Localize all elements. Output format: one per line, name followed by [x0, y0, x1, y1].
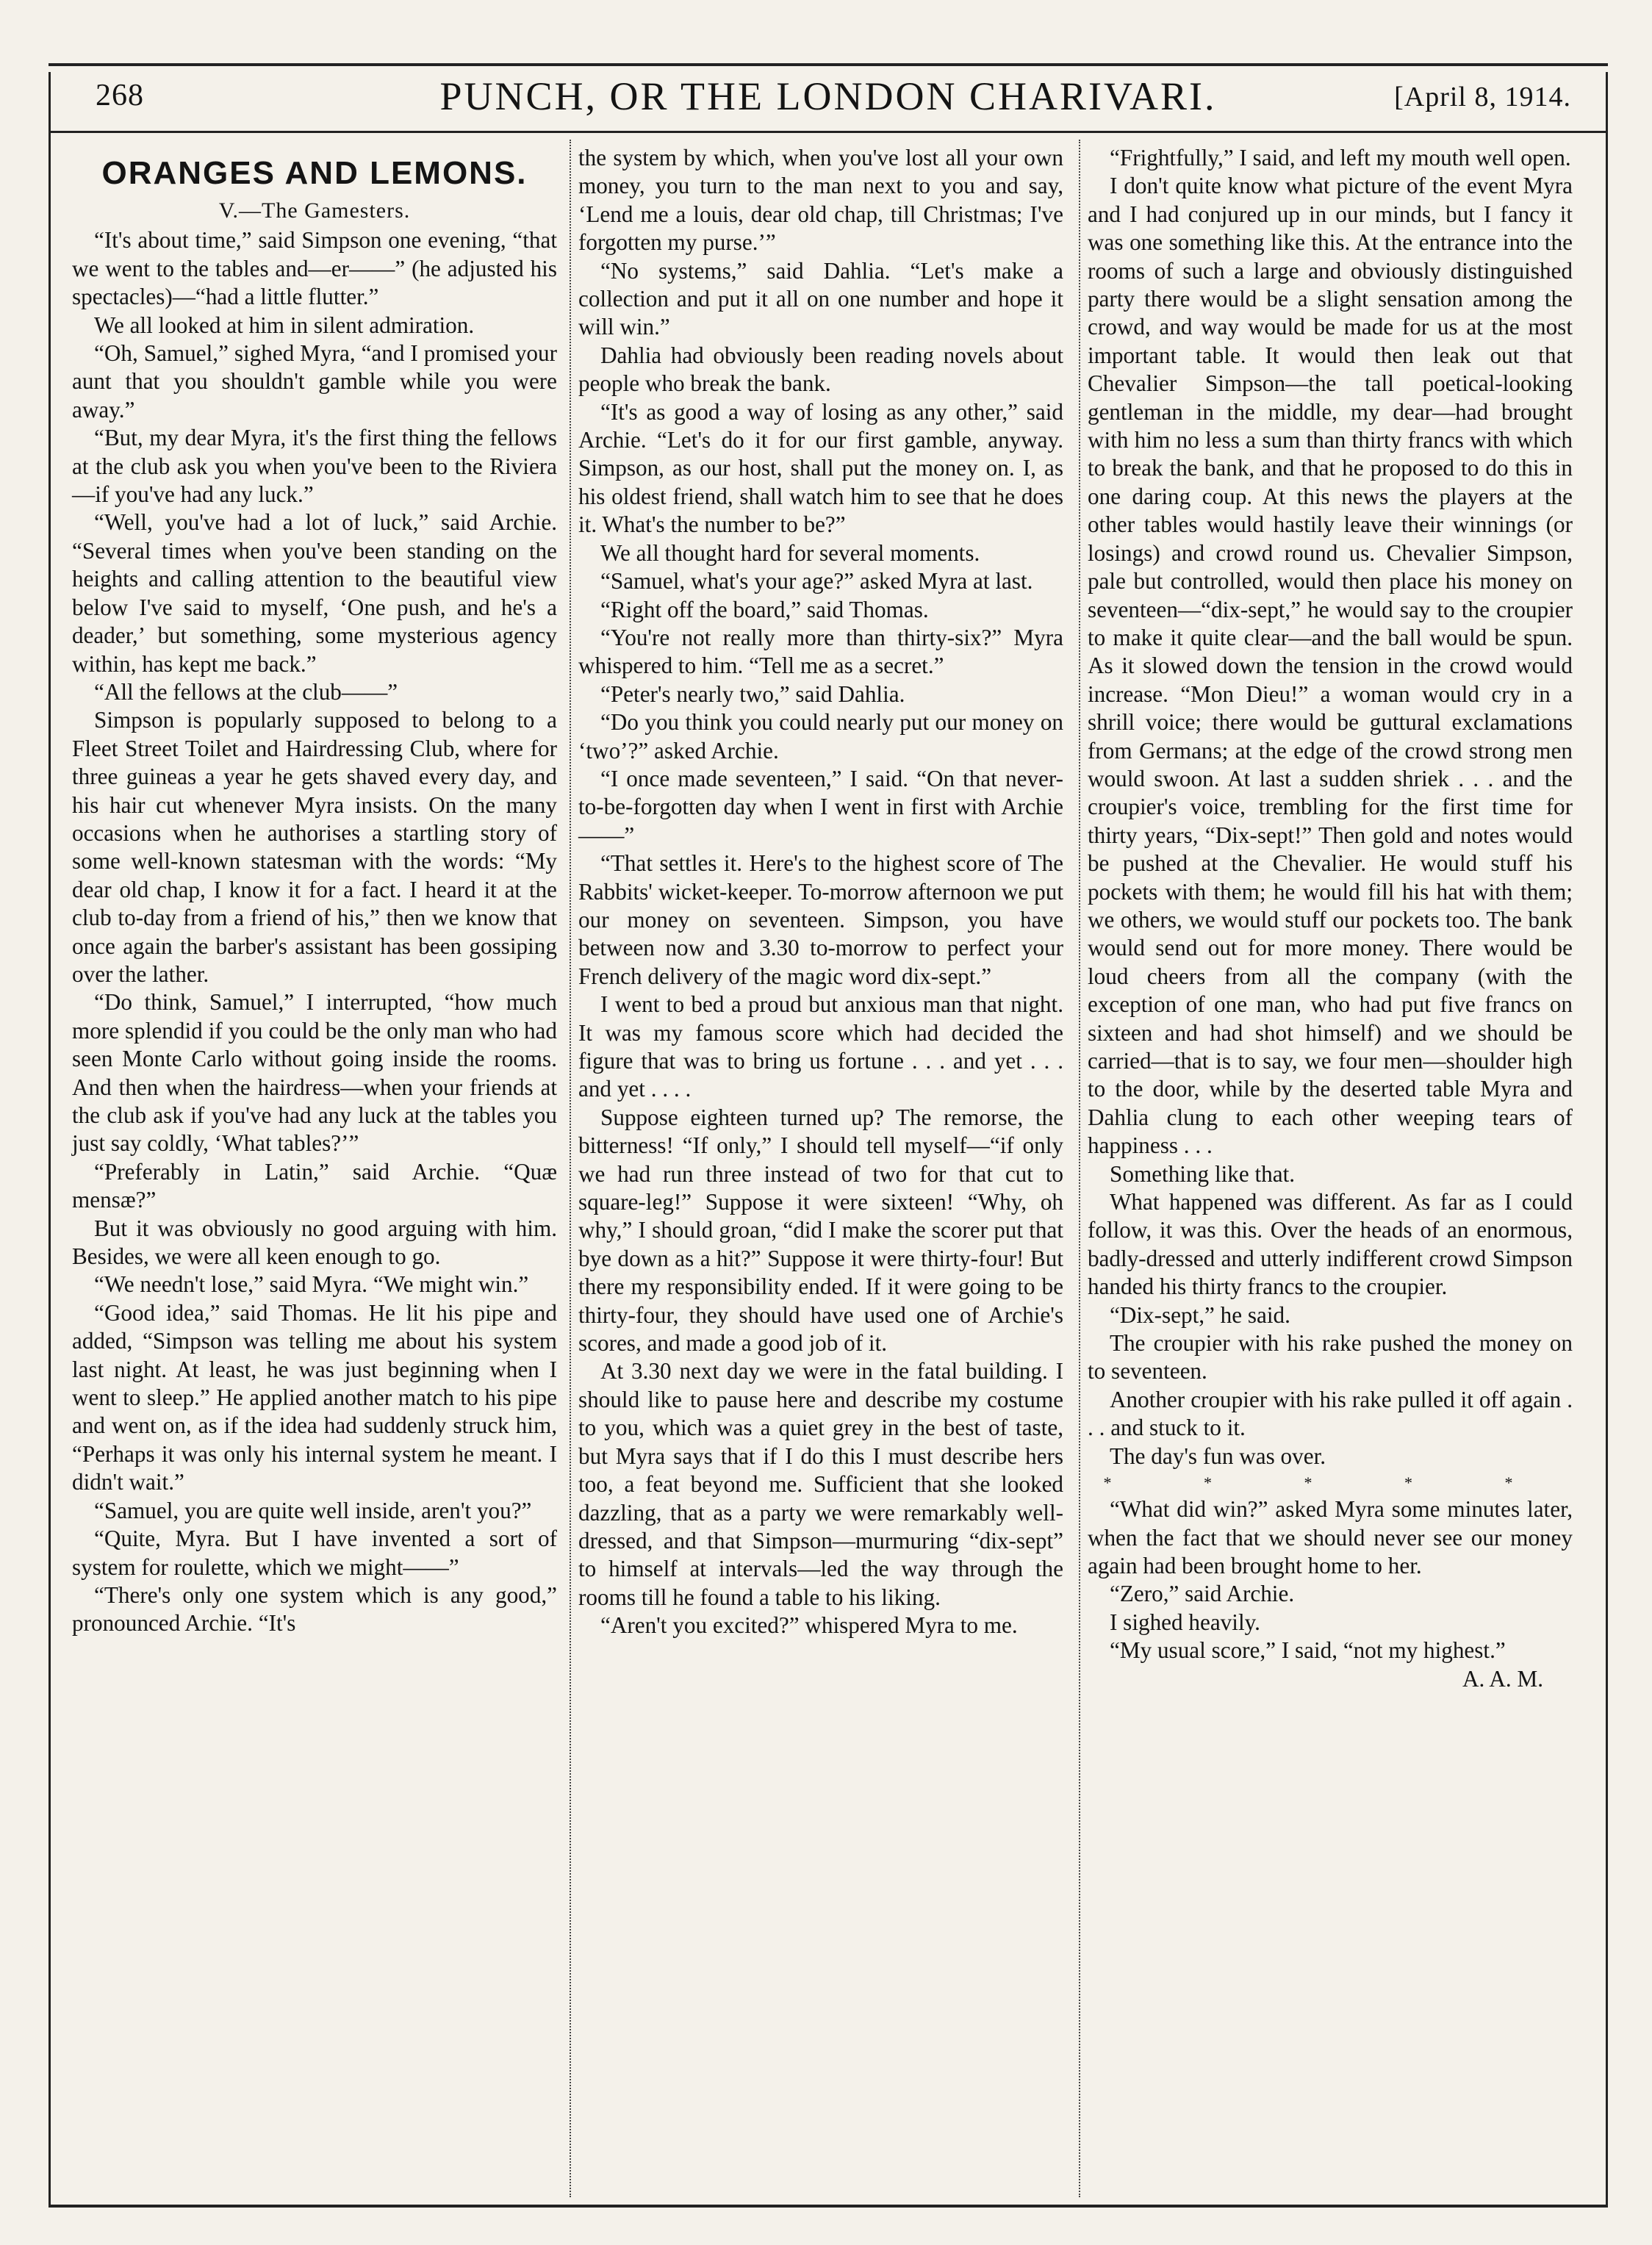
- paragraph: “Well, you've had a lot of luck,” said Archie. “Several times when you've been standing on the heights and calling attention to the beautiful view below I've said to myself, ‘One push, and he's a deader,’ but something, some mysterious agency within, has kept me back.”: [72, 509, 557, 677]
- paragraph: “Dix-sept,” he said.: [1110, 1301, 1290, 1328]
- paragraph: “Aren't you excited?” whispered Myra to me.: [600, 1612, 1018, 1639]
- paragraph: “What did win?” asked Myra some minutes later, when the fact that we should never see our money again had been brought home to her.: [1088, 1496, 1573, 1578]
- paragraph: “No systems,” said Dahlia. “Let's make a collection and put it all on one number and hope it will win.”: [578, 257, 1063, 340]
- paragraph: “Samuel, what's your age?” asked Myra at last.: [600, 568, 1033, 595]
- top-rule: [49, 63, 1608, 66]
- article-subtitle: V.—The Gamesters.: [218, 198, 411, 223]
- paragraph: “Do think, Samuel,” I interrupted, “how much more splendid if you could be the only man who had seen Monte Carlo without going inside the rooms. And then when the hairdress—when your friends at the club ask if you've had any luck at the tables you just say coldly, ‘What tables?’”: [72, 989, 557, 1157]
- paragraph: Dahlia had obviously been reading novels about people who break the bank.: [578, 342, 1063, 397]
- paragraph: “Zero,” said Archie.: [1110, 1581, 1295, 1607]
- paragraph: I don't quite know what picture of the event Myra and I had conjured up in our minds, but I fancy it was one something like this. At the entrance into the rooms of such a large and obviously distinguished party there would be a slight sensation among the crowd, and way would be made for us at the most important table. It would then leak out that Chevalier Simpson—the tall poetical-looking gentleman in the middle, my dear—had brought with him no less a sum than thirty francs with which to break the bank, and that he proposed to do this in one daring coup. At this news the players at the other tables would hastily leave their winnings (or losings) and crowd round us. Chevalier Simpson, pale but controlled, would then place his money on seventeen—“dix-sept,” he would say to the croupier to make it quite clear—and the ball would be spun. As it slowed down the tension in the crowd would increase. “Mon Dieu!” a woman would cry in a shrill voice; there would be guttural exclamations from Germans; at the edge of the crowd strong men would swoon. At last a sudden shriek . . . and the croupier's voice, trembling for the first time for thirty years, “Dix-sept!” Then gold and notes would be pushed at the Chevalier. He would stuff his pockets with them; he would fill his hat with them; we others, we would stuff our pockets too. The bank would send out for more money. There would be loud cheers from all the company (with the exception of one man, who had put five francs on sixteen and had shot himself) and we should be carried—that is to say, we four men—shoulder high to the door, while by the deserted table Myra and Dahlia clung to each other weeping tears of happiness . . .: [1088, 173, 1573, 1159]
- paragraph: “You're not really more than thirty-six?” Myra whispered to him. “Tell me as a secret.”: [578, 624, 1063, 679]
- paragraph: the system by which, when you've lost all your own money, you turn to the man next to you and say, ‘Lend me a louis, dear old chap, till Christmas; I've forgotten my purse.’”: [578, 145, 1063, 256]
- paragraph: I went to bed a proud but anxious man that night. It was my famous score which had decided the figure that was to bring us fortune . . . and yet . . . and yet . . . .: [578, 991, 1063, 1102]
- paragraph: Something like that.: [1110, 1160, 1296, 1187]
- paragraph: Suppose eighteen turned up? The remorse, the bitterness! “If only,” I should tell myself—“if only we had run three instead of two for that cut to square-leg!” Suppose it were sixteen! “Why, oh why,” I should groan, “did I make the scorer put that bye down as a hit?” Suppose it were thirty-four! But there my responsibility ended. If it were going to be thirty-four, they should have used one of Archie's scores, and made a good job of it.: [578, 1104, 1063, 1357]
- paragraph: “But, my dear Myra, it's the first thing the fellows at the club ask you when you've been to the Riviera—if you've had any luck.”: [72, 425, 557, 508]
- paragraph: “It's about time,” said Simpson one evening, “that we went to the tables and—er——” (he adjusted his spectacles)—“had a little flutter.”: [72, 227, 557, 310]
- paragraph: “Do you think you could nearly put our money on ‘two’?” asked Archie.: [578, 709, 1063, 764]
- paragraph: “Quite, Myra. But I have invented a sort of system for roulette, which we might——”: [72, 1526, 557, 1580]
- paragraph: “That settles it. Here's to the highest score of The Rabbits' wicket-keeper. To-morrow afternoon we put our money on seventeen. Simpson, you have between now and 3.30 to-morrow to perfect your French delivery of the magic word dix-sept.”: [578, 850, 1063, 989]
- paragraph: “We needn't lose,” said Myra. “We might win.”: [94, 1271, 529, 1298]
- section-separator: * * * * *: [1103, 1473, 1557, 1493]
- paragraph: At 3.30 next day we were in the fatal building. I should like to pause here and describe my costume to you, which was a quiet grey in the best of taste, but Myra says that if I do this I must describe hers too, a feat beyond me. Sufficient that she looked dazzling, that as a party we were remarkably well-dressed, and that Simpson—murmuring “dix-sept” to himself at intervals—led the way through the rooms till he found a table to his liking.: [578, 1358, 1063, 1610]
- paragraph: “Right off the board,” said Thomas.: [600, 596, 929, 622]
- paragraph: But it was obviously no good arguing with him. Besides, we were all keen enough to go.: [72, 1215, 557, 1270]
- column-2-body: [578, 144, 1063, 1640]
- paragraph: “Preferably in Latin,” said Archie. “Quæ mensæ?”: [72, 1158, 557, 1213]
- issue-date: [April 8, 1914.: [1394, 82, 1571, 112]
- paragraph: “I once made seventeen,” I said. “On that never-to-be-forgotten day when I went in first with Archie——”: [578, 765, 1063, 848]
- column-2: [578, 144, 1063, 2194]
- paragraph: “It's as good a way of losing as any other,” said Archie. “Let's do it for our first gamble, anyway. Simpson, as our host, shall put the money on. I, as his oldest friend, shall watch him to see that he does it. What's the number to be?”: [578, 398, 1063, 538]
- paragraph: What happened was different. As far as I could follow, it was this. Over the heads of an enormous, badly-dressed and utterly indifferent crowd Simpson handed his thirty francs to the croupier.: [1088, 1189, 1573, 1300]
- paragraph: “Samuel, you are quite well inside, aren't you?”: [94, 1497, 532, 1523]
- paragraph: “My usual score,” I said, “not my highest.”: [1110, 1637, 1506, 1664]
- page-header: [49, 71, 1608, 129]
- author-signature: A. A. M.: [1462, 1665, 1543, 1692]
- paragraph: Another croupier with his rake pulled it off again . . . and stuck to it.: [1088, 1386, 1573, 1441]
- column-3-ending: [1088, 1495, 1573, 1664]
- paragraph: The day's fun was over.: [1110, 1443, 1326, 1469]
- paragraph: We all looked at him in silent admiration.: [94, 312, 475, 338]
- paragraph: “There's only one system which is any good,” pronounced Archie. “It's: [72, 1581, 557, 1637]
- column-divider: [1079, 140, 1080, 2197]
- bottom-rule: [49, 2205, 1608, 2208]
- column-3-body: [1088, 144, 1573, 1470]
- paragraph: We all thought hard for several moments.: [600, 539, 980, 566]
- column-divider: [570, 140, 571, 2197]
- article-title: ORANGES AND LEMONS.: [101, 155, 528, 191]
- column-1: [72, 144, 557, 2194]
- paragraph: “Good idea,” said Thomas. He lit his pipe and added, “Simpson was telling me about his system last night. At least, he was just beginning when I went to sleep.” He applied another match to his pipe and went on, as if the idea had suddenly struck him, “Perhaps it was only his internal system he meant. I didn't wait.”: [72, 1299, 557, 1495]
- paragraph: “Frightfully,” I said, and left my mouth well open.: [1110, 145, 1571, 170]
- paragraph: “Oh, Samuel,” sighed Myra, “and I promised your aunt that you shouldn't gamble while you were away.”: [72, 340, 557, 423]
- column-3: [1088, 144, 1573, 2194]
- journal-title: PUNCH, OR THE LONDON CHARIVARI.: [439, 74, 1217, 118]
- paragraph: I sighed heavily.: [1110, 1609, 1260, 1635]
- paragraph: Simpson is popularly supposed to belong to a Fleet Street Toilet and Hairdressing Club, where for three guineas a year he gets shaved every day, and his hair cut whenever Myra insists. On the many occasions when he authorises a startling story of some well-known statesman with the words: “My dear old chap, I know it for a fact. I heard it at the club to-day from a friend of his,” then we know that once again the barber's assistant has been gossiping over the lather.: [72, 707, 557, 987]
- page-number: 268: [96, 79, 144, 112]
- header-rule: [49, 131, 1608, 133]
- paragraph: “All the fellows at the club——”: [94, 678, 398, 705]
- paragraph: The croupier with his rake pushed the money on to seventeen.: [1088, 1330, 1573, 1384]
- paragraph: “Peter's nearly two,” said Dahlia.: [600, 680, 905, 707]
- column-1-body: [72, 226, 557, 1637]
